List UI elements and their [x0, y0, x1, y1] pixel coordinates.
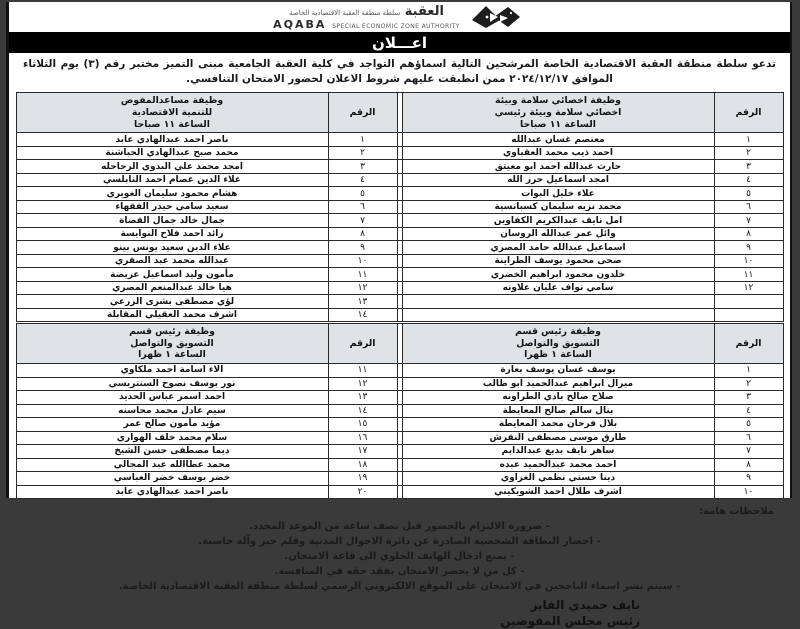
org-subtitle-arabic: سلطة منطقة العقبة الاقتصادية الخاصة: [289, 8, 401, 17]
candidate-name: نور يوسف نصوح السنتريسي: [16, 377, 328, 391]
candidate-name: ساهر نايف بديع عبدالدايم: [402, 445, 714, 459]
table-1-left-job-header: وظيفة مساعدالمفوض للتنمية الاقتصادية الساعة ١١ صباحا: [16, 93, 328, 133]
candidate-name: احمد محمد عبدالحميد عبده: [402, 458, 714, 472]
candidate-number: ٥: [714, 187, 783, 201]
important-notes: [9, 499, 790, 594]
org-subtitle-english: SPECIAL ECONOMIC ZONE AUTHORITY: [332, 22, 460, 30]
table-1-left-number-header: الرقم: [328, 93, 397, 133]
row-column-separator: [397, 485, 402, 499]
candidate-number: ٣: [714, 391, 783, 405]
candidate-number: ٦: [714, 200, 783, 214]
row-column-separator: [397, 241, 402, 255]
candidate-number: ١٩: [328, 472, 397, 486]
candidate-number: ٨: [714, 458, 783, 472]
candidate-name: امل نايف عبدالكريم الكفاوين: [402, 214, 714, 228]
candidate-number: ١٥: [328, 418, 397, 432]
table-header-row: [16, 324, 783, 364]
announcement-page: [6, 2, 792, 629]
candidate-name: علاء الدين سعيد يونس بينو: [16, 241, 328, 255]
candidate-number: ٦: [328, 200, 397, 214]
candidate-name: لؤي مصطفى بشرى الزرعي: [16, 295, 328, 309]
candidate-name: هشام محمود سليمان الغويري: [16, 187, 328, 201]
candidates-table-2-wrapper: [9, 323, 790, 499]
candidate-name: ناصر احمد عبدالهادي عابد: [16, 485, 328, 499]
table-row: [16, 377, 783, 391]
table-1-right-number-header: الرقم: [714, 93, 783, 133]
candidate-number: ١٣: [328, 295, 397, 309]
candidate-number: ٣: [328, 160, 397, 174]
table-row: [16, 200, 783, 214]
table-row: [16, 364, 783, 378]
candidate-name: دينا حسني نظمي الغزاوي: [402, 472, 714, 486]
candidate-number: ٦: [714, 431, 783, 445]
candidate-name: احمد ذيب محمد العقباوي: [402, 146, 714, 160]
table-row: [16, 160, 783, 174]
table-1-right-job-header: وظيفة اخصائي سلامة وبيئة اخصائي سلامة وبيئة رئيسي الساعة ١١ صباحا: [402, 93, 714, 133]
table-row: [16, 308, 783, 322]
candidate-number: ٩: [714, 241, 783, 255]
candidate-name: [402, 295, 714, 309]
candidate-name: خلدون محمود ابراهيم الخضري: [402, 268, 714, 282]
candidate-name: اشرف طلال احمد الشويكيني: [402, 485, 714, 499]
candidate-name: ناصر احمد عبدالهادي عابد: [16, 133, 328, 147]
table-2-right-number-header: الرقم: [714, 324, 783, 364]
row-column-separator: [397, 445, 402, 459]
candidate-number: ١٧: [328, 445, 397, 459]
table-row: [16, 404, 783, 418]
candidate-number: ١٢: [328, 281, 397, 295]
row-column-separator: [397, 214, 402, 228]
table-row: [16, 391, 783, 405]
candidate-name: اشرف محمد العقيلي المقابلة: [16, 308, 328, 322]
row-column-separator: [397, 281, 402, 295]
candidate-name: اسماعيل عبدالله حامد المصري: [402, 241, 714, 255]
candidate-name: هيا خالد عبدالمنعم المصري: [16, 281, 328, 295]
note-item: - كل من لا يحضر الامتحان يفقد حقه في المنافسة.: [274, 566, 525, 578]
candidate-name: محمد صبح عبدالهادي الحباشنة: [16, 146, 328, 160]
page-header: [9, 2, 790, 32]
candidate-number: ٢: [714, 146, 783, 160]
notes-list: [25, 519, 774, 594]
candidate-name: بلال فرحان محمد المعايطة: [402, 418, 714, 432]
table-2-left-number-header: الرقم: [328, 324, 397, 364]
candidates-table-1: [16, 92, 784, 322]
candidate-number: ١٠: [328, 254, 397, 268]
signatory-title: رئيس مجلس المفوضين: [500, 614, 640, 629]
table-row: [16, 268, 783, 282]
candidate-number: ٧: [714, 214, 783, 228]
row-column-separator: [397, 418, 402, 432]
candidate-number: ٥: [328, 187, 397, 201]
candidate-name: سامي نواف عليان علاونه: [402, 281, 714, 295]
note-item: - ضرورة الالتزام بالحضور قبل نصف ساعة من الموعد المحدد.: [249, 521, 550, 533]
candidate-number: ١٤: [328, 308, 397, 322]
candidate-name: خضر يوسف خضر العباسي: [16, 472, 328, 486]
candidate-number: ١٦: [328, 431, 397, 445]
candidate-number: ٢: [328, 146, 397, 160]
candidate-number: ٢: [714, 377, 783, 391]
row-column-separator: [397, 391, 402, 405]
notes-heading: ملاحظات هامة:: [699, 506, 774, 518]
signatory-name: نايف حميدي الفايز: [530, 598, 640, 613]
row-column-separator: [397, 458, 402, 472]
intro-paragraph: تدعو سلطة منطقة العقبة الاقتصادية الخاصة المرشحين التالية اسماؤهم التواجد في كلية العقبة الجامعية مبنى التميز مختبر رقم (٣) يوم الثلاثاء الموافق ٢٠٢٤/١٢/١٧ ممن انطبقت عليهم شروط الاعلان لحضور الامتحان التنافسي.: [23, 58, 776, 86]
candidate-name: الاء اسامة احمد ملكاوي: [16, 364, 328, 378]
candidate-name: سلام محمد خلف الهواري: [16, 431, 328, 445]
candidate-number: ١١: [328, 364, 397, 378]
table-row: [16, 458, 783, 472]
row-column-separator: [397, 187, 402, 201]
row-column-separator: [397, 160, 402, 174]
candidate-number: ١٢: [328, 377, 397, 391]
candidate-number: [714, 308, 783, 322]
candidate-name: ديما مصطفى حسن الشيخ: [16, 445, 328, 459]
candidate-name: سيم عادل محمد محاسنه: [16, 404, 328, 418]
candidate-number: ٢٠: [328, 485, 397, 499]
candidate-name: ميرال ابراهيم عبدالحميد ابو طالب: [402, 377, 714, 391]
org-name-english: AQABA: [273, 17, 327, 31]
candidate-number: ١٠: [714, 254, 783, 268]
candidate-name: احمد اسمر عباس الحديد: [16, 391, 328, 405]
aqaba-asezaa-logo-icon: [470, 4, 526, 30]
candidate-name: مأمون وليد اسماعيل عريضة: [16, 268, 328, 282]
candidate-number: [714, 295, 783, 309]
candidate-name: صلاح صالح بادي الطراونه: [402, 391, 714, 405]
candidate-number: ١٤: [328, 404, 397, 418]
row-column-separator: [397, 404, 402, 418]
candidate-number: ٧: [328, 214, 397, 228]
candidate-name: معتصم غسان عبدالله: [402, 133, 714, 147]
row-column-separator: [397, 268, 402, 282]
table-row: [16, 281, 783, 295]
candidate-number: ١٠: [714, 485, 783, 499]
table-row: [16, 472, 783, 486]
signature-block: [9, 597, 790, 629]
candidate-name: طارق موسى مصطفى النقرش: [402, 431, 714, 445]
table-row: [16, 133, 783, 147]
candidate-name: عبدالله محمد عبد الصقري: [16, 254, 328, 268]
candidate-number: ١٣: [328, 391, 397, 405]
candidate-number: ٤: [328, 173, 397, 187]
row-column-separator: [397, 377, 402, 391]
row-column-separator: [397, 227, 402, 241]
candidate-number: ٣: [714, 160, 783, 174]
announcement-title-band: [9, 32, 790, 53]
row-column-separator: [397, 364, 402, 378]
candidate-number: ١: [328, 133, 397, 147]
table-row: [16, 254, 783, 268]
table-row: [16, 485, 783, 499]
candidate-name: مؤيد مأمون صالح عمر: [16, 418, 328, 432]
table-1-body: [16, 93, 783, 322]
row-column-separator: [397, 133, 402, 147]
candidate-name: علاء الدين عصام احمد النابلسي: [16, 173, 328, 187]
note-item: - احضار البطاقة الشخصية الصادرة عن دائرة الاحوال المدنية وقلم حبر وآلة حاسبة.: [198, 536, 601, 548]
table-row: [16, 295, 783, 309]
table-1-column-separator: [397, 93, 402, 133]
candidate-name: امجد اسماعيل حرز الله: [402, 173, 714, 187]
candidate-name: سعيد سامي حيدر الفقهاء: [16, 200, 328, 214]
org-name-arabic: العقبة: [404, 3, 444, 19]
candidate-name: حارث عبدالله احمد ابو معيتق: [402, 160, 714, 174]
candidate-number: ١: [714, 364, 783, 378]
row-column-separator: [397, 254, 402, 268]
table-row: [16, 418, 783, 432]
row-column-separator: [397, 308, 402, 322]
row-column-separator: [397, 200, 402, 214]
table-2-left-job-header: وظيفة رئيس قسم التسويق والتواصل الساعة ١ ظهرا: [16, 324, 328, 364]
table-row: [16, 146, 783, 160]
candidate-number: ١٢: [714, 281, 783, 295]
candidate-name: يوسف غسان يوسف بعارة: [402, 364, 714, 378]
candidate-name: وائل عمر عبدالله الروسان: [402, 227, 714, 241]
table-2-column-separator: [397, 324, 402, 364]
table-row: [16, 173, 783, 187]
candidate-number: ٤: [714, 404, 783, 418]
page-title: اعـــلان: [372, 33, 427, 52]
candidate-name: ضحى محمود يوسف الطراينة: [402, 254, 714, 268]
candidates-table-1-wrapper: [9, 92, 790, 322]
candidate-number: ١٨: [328, 458, 397, 472]
row-column-separator: [397, 431, 402, 445]
candidate-name: محمد عطاالله عبد المجالي: [16, 458, 328, 472]
candidate-name: امجد محمد علي البدوي الرحاحله: [16, 160, 328, 174]
candidate-name: رائد احمد فلاح النوايسة: [16, 227, 328, 241]
table-row: [16, 214, 783, 228]
row-column-separator: [397, 472, 402, 486]
row-column-separator: [397, 146, 402, 160]
table-row: [16, 187, 783, 201]
candidate-name: جمال خالد جمال القضاة: [16, 214, 328, 228]
candidate-name: [402, 308, 714, 322]
table-2-right-job-header: وظيفة رئيس قسم التسويق والتواصل الساعة ١ ظهرا: [402, 324, 714, 364]
candidate-number: ١١: [328, 268, 397, 282]
candidate-name: بنال سالم صالح المعايطة: [402, 404, 714, 418]
candidate-number: ٧: [714, 445, 783, 459]
candidate-number: ١١: [714, 268, 783, 282]
candidate-number: ١: [714, 133, 783, 147]
table-row: [16, 445, 783, 459]
candidate-number: ٤: [714, 173, 783, 187]
note-item: - يمنع ادخال الهاتف الخلوي الى قاعة الامتحان.: [284, 551, 515, 563]
row-column-separator: [397, 173, 402, 187]
candidate-name: محمد نزيه سليمان كسبانسية: [402, 200, 714, 214]
candidates-table-2: [16, 323, 784, 499]
candidate-number: ٥: [714, 418, 783, 432]
candidate-number: ٩: [328, 241, 397, 255]
table-row: [16, 431, 783, 445]
table-row: [16, 227, 783, 241]
table-2-body: [16, 324, 783, 499]
note-item: - سيتم نشر اسماء الناجحين في الامتحان على الموقع الالكتروني الرسمي لسلطة منطقة العقبة الاقتصادية الخاصة.: [118, 581, 681, 593]
candidate-number: ٩: [714, 472, 783, 486]
candidate-number: ٨: [714, 227, 783, 241]
table-header-row: [16, 93, 783, 133]
row-column-separator: [397, 295, 402, 309]
candidate-number: ٨: [328, 227, 397, 241]
table-row: [16, 241, 783, 255]
candidate-name: علاء خليل البوات: [402, 187, 714, 201]
